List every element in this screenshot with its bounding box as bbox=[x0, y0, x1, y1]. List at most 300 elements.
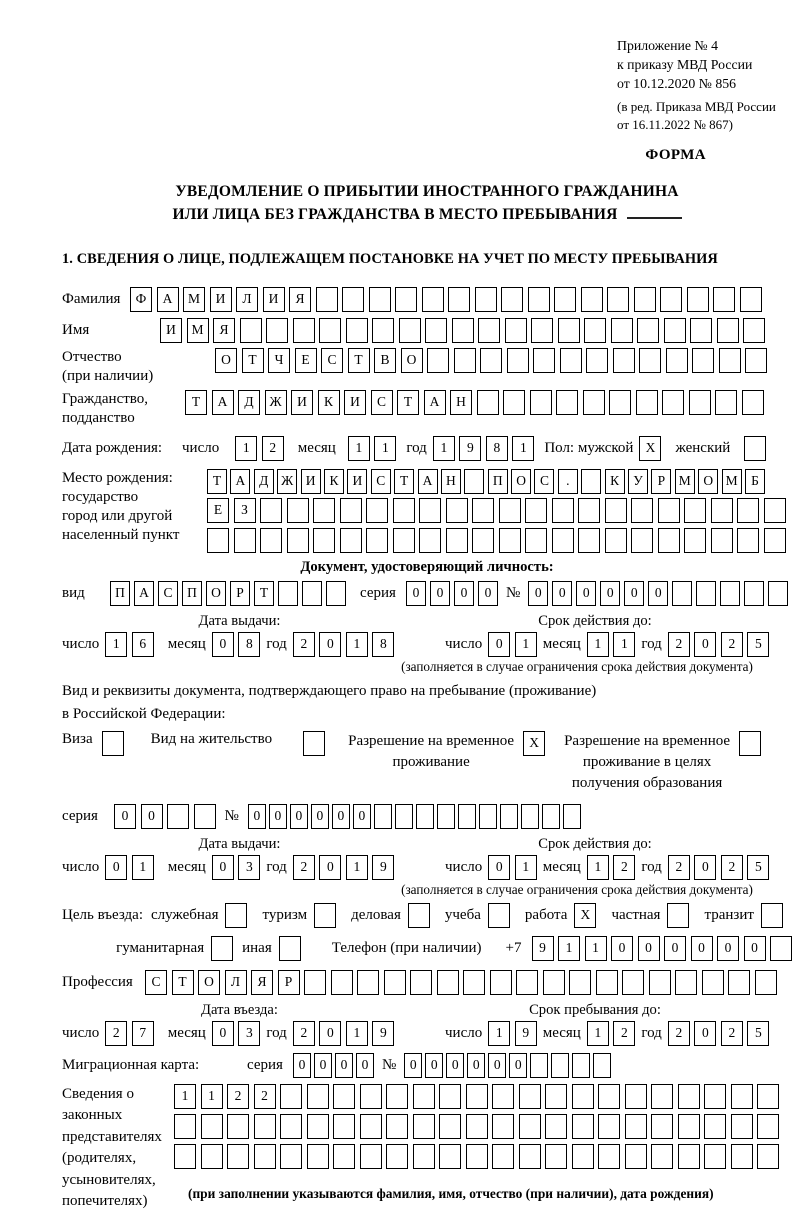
char-cell[interactable] bbox=[757, 1084, 779, 1109]
temp-residence-edu-checkbox[interactable] bbox=[739, 731, 761, 756]
char-cell[interactable] bbox=[503, 390, 525, 415]
char-cell[interactable]: И bbox=[347, 469, 367, 494]
char-cell[interactable]: Т bbox=[172, 970, 194, 995]
char-cell[interactable]: 3 bbox=[238, 855, 260, 880]
char-cell[interactable] bbox=[507, 348, 529, 373]
char-cell[interactable]: 0 bbox=[212, 855, 234, 880]
char-cell[interactable]: Д bbox=[238, 390, 260, 415]
char-cell[interactable] bbox=[572, 1084, 594, 1109]
male-checkbox[interactable]: X bbox=[639, 436, 661, 461]
char-cell[interactable]: 0 bbox=[332, 804, 350, 829]
char-cell[interactable] bbox=[519, 1114, 541, 1139]
char-cell[interactable] bbox=[287, 498, 309, 523]
char-cell[interactable]: 9 bbox=[532, 936, 554, 961]
char-cell[interactable] bbox=[613, 348, 635, 373]
char-cell[interactable] bbox=[572, 1114, 594, 1139]
char-cell[interactable] bbox=[622, 970, 644, 995]
char-cell[interactable] bbox=[499, 528, 521, 553]
char-cell[interactable]: 1 bbox=[587, 855, 609, 880]
char-cell[interactable] bbox=[556, 390, 578, 415]
char-cell[interactable] bbox=[280, 1144, 302, 1169]
char-cell[interactable] bbox=[631, 528, 653, 553]
char-cell[interactable]: 2 bbox=[105, 1021, 127, 1046]
char-cell[interactable] bbox=[764, 528, 786, 553]
char-cell[interactable] bbox=[446, 528, 468, 553]
char-cell[interactable] bbox=[207, 528, 229, 553]
char-cell[interactable]: 2 bbox=[613, 1021, 635, 1046]
char-cell[interactable] bbox=[410, 970, 432, 995]
char-cell[interactable]: 0 bbox=[694, 632, 716, 657]
char-cell[interactable] bbox=[475, 287, 497, 312]
char-cell[interactable] bbox=[366, 498, 388, 523]
char-cell[interactable] bbox=[696, 581, 716, 606]
char-cell[interactable]: 0 bbox=[454, 581, 474, 606]
char-cell[interactable] bbox=[304, 970, 326, 995]
char-cell[interactable]: М bbox=[722, 469, 742, 494]
char-cell[interactable] bbox=[266, 318, 288, 343]
char-cell[interactable] bbox=[501, 287, 523, 312]
char-cell[interactable]: 8 bbox=[238, 632, 260, 657]
char-cell[interactable]: 1 bbox=[587, 632, 609, 657]
char-cell[interactable] bbox=[531, 318, 553, 343]
char-cell[interactable]: Я bbox=[213, 318, 235, 343]
char-cell[interactable]: О bbox=[198, 970, 220, 995]
char-cell[interactable] bbox=[552, 528, 574, 553]
char-cell[interactable] bbox=[743, 318, 765, 343]
char-cell[interactable]: 1 bbox=[132, 855, 154, 880]
char-cell[interactable]: Т bbox=[185, 390, 207, 415]
private-checkbox[interactable] bbox=[667, 903, 689, 928]
char-cell[interactable] bbox=[519, 1084, 541, 1109]
char-cell[interactable]: 2 bbox=[293, 632, 315, 657]
char-cell[interactable] bbox=[254, 1114, 276, 1139]
char-cell[interactable]: М bbox=[183, 287, 205, 312]
char-cell[interactable] bbox=[384, 970, 406, 995]
char-cell[interactable]: 0 bbox=[212, 1021, 234, 1046]
char-cell[interactable]: Н bbox=[441, 469, 461, 494]
char-cell[interactable]: 2 bbox=[613, 855, 635, 880]
humanitarian-checkbox[interactable] bbox=[211, 936, 233, 961]
female-checkbox[interactable] bbox=[744, 436, 766, 461]
char-cell[interactable]: Т bbox=[394, 469, 414, 494]
visa-checkbox[interactable] bbox=[102, 731, 124, 756]
char-cell[interactable] bbox=[687, 287, 709, 312]
study-checkbox[interactable] bbox=[488, 903, 510, 928]
char-cell[interactable] bbox=[717, 318, 739, 343]
char-cell[interactable]: 1 bbox=[105, 632, 127, 657]
char-cell[interactable]: 0 bbox=[314, 1053, 332, 1078]
char-cell[interactable] bbox=[492, 1084, 514, 1109]
char-cell[interactable] bbox=[357, 970, 379, 995]
char-cell[interactable]: М bbox=[187, 318, 209, 343]
char-cell[interactable]: 1 bbox=[346, 1021, 368, 1046]
char-cell[interactable]: И bbox=[301, 469, 321, 494]
char-cell[interactable] bbox=[492, 1144, 514, 1169]
char-cell[interactable] bbox=[755, 970, 777, 995]
char-cell[interactable]: 0 bbox=[691, 936, 713, 961]
char-cell[interactable]: 0 bbox=[353, 804, 371, 829]
char-cell[interactable] bbox=[678, 1114, 700, 1139]
char-cell[interactable]: 0 bbox=[404, 1053, 422, 1078]
char-cell[interactable] bbox=[675, 970, 697, 995]
char-cell[interactable]: О bbox=[206, 581, 226, 606]
char-cell[interactable]: 0 bbox=[576, 581, 596, 606]
official-checkbox[interactable] bbox=[225, 903, 247, 928]
char-cell[interactable] bbox=[598, 1144, 620, 1169]
char-cell[interactable] bbox=[346, 318, 368, 343]
char-cell[interactable] bbox=[692, 348, 714, 373]
char-cell[interactable] bbox=[280, 1114, 302, 1139]
char-cell[interactable]: К bbox=[605, 469, 625, 494]
char-cell[interactable] bbox=[719, 348, 741, 373]
char-cell[interactable] bbox=[625, 1084, 647, 1109]
char-cell[interactable]: Т bbox=[254, 581, 274, 606]
char-cell[interactable]: 2 bbox=[668, 855, 690, 880]
char-cell[interactable]: 1 bbox=[433, 436, 455, 461]
char-cell[interactable] bbox=[439, 1114, 461, 1139]
char-cell[interactable] bbox=[578, 498, 600, 523]
char-cell[interactable]: 8 bbox=[372, 632, 394, 657]
char-cell[interactable] bbox=[563, 804, 581, 829]
char-cell[interactable]: 0 bbox=[319, 855, 341, 880]
char-cell[interactable]: Я bbox=[251, 970, 273, 995]
char-cell[interactable] bbox=[454, 348, 476, 373]
char-cell[interactable] bbox=[194, 804, 216, 829]
char-cell[interactable] bbox=[413, 1114, 435, 1139]
char-cell[interactable] bbox=[551, 1053, 569, 1078]
char-cell[interactable]: 0 bbox=[694, 1021, 716, 1046]
char-cell[interactable]: Я bbox=[289, 287, 311, 312]
char-cell[interactable] bbox=[770, 936, 792, 961]
char-cell[interactable] bbox=[463, 970, 485, 995]
char-cell[interactable]: 0 bbox=[467, 1053, 485, 1078]
char-cell[interactable] bbox=[386, 1084, 408, 1109]
char-cell[interactable] bbox=[639, 348, 661, 373]
char-cell[interactable]: 2 bbox=[668, 1021, 690, 1046]
char-cell[interactable] bbox=[558, 318, 580, 343]
char-cell[interactable]: С bbox=[371, 390, 393, 415]
char-cell[interactable] bbox=[478, 318, 500, 343]
char-cell[interactable] bbox=[689, 390, 711, 415]
char-cell[interactable] bbox=[742, 390, 764, 415]
char-cell[interactable] bbox=[307, 1114, 329, 1139]
char-cell[interactable] bbox=[572, 1053, 590, 1078]
char-cell[interactable] bbox=[413, 1084, 435, 1109]
char-cell[interactable] bbox=[278, 581, 298, 606]
char-cell[interactable] bbox=[607, 287, 629, 312]
char-cell[interactable] bbox=[525, 528, 547, 553]
char-cell[interactable] bbox=[757, 1114, 779, 1139]
char-cell[interactable] bbox=[174, 1144, 196, 1169]
char-cell[interactable] bbox=[584, 318, 606, 343]
char-cell[interactable] bbox=[530, 1053, 548, 1078]
char-cell[interactable]: 2 bbox=[254, 1084, 276, 1109]
char-cell[interactable] bbox=[581, 287, 603, 312]
char-cell[interactable]: 7 bbox=[132, 1021, 154, 1046]
char-cell[interactable] bbox=[516, 970, 538, 995]
char-cell[interactable] bbox=[583, 390, 605, 415]
char-cell[interactable]: 0 bbox=[694, 855, 716, 880]
char-cell[interactable] bbox=[360, 1114, 382, 1139]
char-cell[interactable] bbox=[416, 804, 434, 829]
char-cell[interactable] bbox=[658, 528, 680, 553]
char-cell[interactable]: 0 bbox=[356, 1053, 374, 1078]
char-cell[interactable] bbox=[234, 528, 256, 553]
char-cell[interactable] bbox=[227, 1114, 249, 1139]
char-cell[interactable] bbox=[280, 1084, 302, 1109]
char-cell[interactable]: 0 bbox=[293, 1053, 311, 1078]
char-cell[interactable]: О bbox=[698, 469, 718, 494]
char-cell[interactable] bbox=[542, 804, 560, 829]
char-cell[interactable] bbox=[492, 1114, 514, 1139]
char-cell[interactable] bbox=[500, 804, 518, 829]
char-cell[interactable] bbox=[660, 287, 682, 312]
char-cell[interactable]: 2 bbox=[227, 1084, 249, 1109]
char-cell[interactable] bbox=[477, 390, 499, 415]
char-cell[interactable]: О bbox=[511, 469, 531, 494]
char-cell[interactable] bbox=[490, 970, 512, 995]
char-cell[interactable]: 2 bbox=[721, 1021, 743, 1046]
char-cell[interactable] bbox=[499, 498, 521, 523]
char-cell[interactable]: З bbox=[234, 498, 256, 523]
char-cell[interactable] bbox=[611, 318, 633, 343]
char-cell[interactable]: 0 bbox=[114, 804, 136, 829]
char-cell[interactable] bbox=[521, 804, 539, 829]
char-cell[interactable]: П bbox=[488, 469, 508, 494]
char-cell[interactable]: Р bbox=[230, 581, 250, 606]
char-cell[interactable] bbox=[764, 498, 786, 523]
char-cell[interactable]: 0 bbox=[425, 1053, 443, 1078]
char-cell[interactable]: А bbox=[418, 469, 438, 494]
char-cell[interactable] bbox=[651, 1084, 673, 1109]
work-checkbox[interactable]: X bbox=[574, 903, 596, 928]
char-cell[interactable] bbox=[366, 528, 388, 553]
char-cell[interactable]: П bbox=[110, 581, 130, 606]
char-cell[interactable] bbox=[439, 1084, 461, 1109]
char-cell[interactable] bbox=[658, 498, 680, 523]
char-cell[interactable] bbox=[757, 1144, 779, 1169]
char-cell[interactable]: П bbox=[182, 581, 202, 606]
char-cell[interactable] bbox=[374, 804, 392, 829]
char-cell[interactable]: 0 bbox=[248, 804, 266, 829]
char-cell[interactable] bbox=[331, 970, 353, 995]
char-cell[interactable] bbox=[395, 287, 417, 312]
char-cell[interactable] bbox=[737, 498, 759, 523]
business-checkbox[interactable] bbox=[408, 903, 430, 928]
char-cell[interactable]: В bbox=[374, 348, 396, 373]
char-cell[interactable]: 0 bbox=[509, 1053, 527, 1078]
char-cell[interactable]: 0 bbox=[488, 632, 510, 657]
char-cell[interactable]: 2 bbox=[721, 855, 743, 880]
char-cell[interactable] bbox=[737, 528, 759, 553]
char-cell[interactable]: 1 bbox=[512, 436, 534, 461]
char-cell[interactable] bbox=[636, 390, 658, 415]
char-cell[interactable] bbox=[678, 1144, 700, 1169]
char-cell[interactable] bbox=[446, 498, 468, 523]
char-cell[interactable]: Д bbox=[254, 469, 274, 494]
char-cell[interactable]: Т bbox=[397, 390, 419, 415]
char-cell[interactable]: Е bbox=[207, 498, 229, 523]
char-cell[interactable] bbox=[413, 1144, 435, 1169]
char-cell[interactable] bbox=[260, 498, 282, 523]
char-cell[interactable]: С bbox=[371, 469, 391, 494]
char-cell[interactable] bbox=[651, 1144, 673, 1169]
char-cell[interactable]: 5 bbox=[747, 855, 769, 880]
char-cell[interactable] bbox=[369, 287, 391, 312]
char-cell[interactable] bbox=[452, 318, 474, 343]
char-cell[interactable]: 2 bbox=[668, 632, 690, 657]
char-cell[interactable]: 1 bbox=[585, 936, 607, 961]
char-cell[interactable] bbox=[340, 498, 362, 523]
char-cell[interactable] bbox=[201, 1114, 223, 1139]
char-cell[interactable] bbox=[174, 1114, 196, 1139]
char-cell[interactable]: С bbox=[321, 348, 343, 373]
char-cell[interactable] bbox=[316, 287, 338, 312]
char-cell[interactable] bbox=[586, 348, 608, 373]
char-cell[interactable]: 1 bbox=[174, 1084, 196, 1109]
char-cell[interactable] bbox=[664, 318, 686, 343]
char-cell[interactable] bbox=[479, 804, 497, 829]
char-cell[interactable]: 0 bbox=[290, 804, 308, 829]
char-cell[interactable] bbox=[598, 1084, 620, 1109]
char-cell[interactable]: 0 bbox=[311, 804, 329, 829]
char-cell[interactable] bbox=[425, 318, 447, 343]
char-cell[interactable] bbox=[581, 469, 601, 494]
char-cell[interactable]: 1 bbox=[374, 436, 396, 461]
char-cell[interactable] bbox=[472, 498, 494, 523]
char-cell[interactable] bbox=[360, 1084, 382, 1109]
char-cell[interactable] bbox=[419, 498, 441, 523]
char-cell[interactable] bbox=[439, 1144, 461, 1169]
char-cell[interactable] bbox=[715, 390, 737, 415]
char-cell[interactable]: 2 bbox=[293, 1021, 315, 1046]
char-cell[interactable]: 0 bbox=[406, 581, 426, 606]
char-cell[interactable]: 1 bbox=[515, 855, 537, 880]
char-cell[interactable]: Б bbox=[745, 469, 765, 494]
char-cell[interactable] bbox=[419, 528, 441, 553]
char-cell[interactable]: И bbox=[210, 287, 232, 312]
char-cell[interactable]: 0 bbox=[611, 936, 633, 961]
char-cell[interactable]: 1 bbox=[558, 936, 580, 961]
char-cell[interactable] bbox=[731, 1084, 753, 1109]
char-cell[interactable]: Р bbox=[278, 970, 300, 995]
char-cell[interactable] bbox=[227, 1144, 249, 1169]
char-cell[interactable]: С bbox=[158, 581, 178, 606]
char-cell[interactable]: У bbox=[628, 469, 648, 494]
char-cell[interactable]: Ж bbox=[277, 469, 297, 494]
char-cell[interactable] bbox=[704, 1114, 726, 1139]
char-cell[interactable]: 0 bbox=[269, 804, 287, 829]
char-cell[interactable]: К bbox=[318, 390, 340, 415]
char-cell[interactable] bbox=[605, 498, 627, 523]
temp-residence-checkbox[interactable]: X bbox=[523, 731, 545, 756]
char-cell[interactable] bbox=[593, 1053, 611, 1078]
other-checkbox[interactable] bbox=[279, 936, 301, 961]
residence-permit-checkbox[interactable] bbox=[303, 731, 325, 756]
char-cell[interactable] bbox=[472, 528, 494, 553]
char-cell[interactable]: 2 bbox=[293, 855, 315, 880]
char-cell[interactable]: А bbox=[424, 390, 446, 415]
char-cell[interactable] bbox=[313, 498, 335, 523]
char-cell[interactable] bbox=[666, 348, 688, 373]
char-cell[interactable] bbox=[333, 1144, 355, 1169]
char-cell[interactable] bbox=[578, 528, 600, 553]
char-cell[interactable]: 3 bbox=[238, 1021, 260, 1046]
char-cell[interactable] bbox=[340, 528, 362, 553]
char-cell[interactable] bbox=[545, 1084, 567, 1109]
char-cell[interactable] bbox=[458, 804, 476, 829]
char-cell[interactable]: Е bbox=[295, 348, 317, 373]
char-cell[interactable]: И bbox=[263, 287, 285, 312]
char-cell[interactable]: 0 bbox=[105, 855, 127, 880]
char-cell[interactable]: А bbox=[157, 287, 179, 312]
char-cell[interactable]: 0 bbox=[648, 581, 668, 606]
char-cell[interactable]: 0 bbox=[638, 936, 660, 961]
char-cell[interactable]: 0 bbox=[744, 936, 766, 961]
char-cell[interactable] bbox=[637, 318, 659, 343]
char-cell[interactable]: О bbox=[215, 348, 237, 373]
char-cell[interactable]: Ф bbox=[130, 287, 152, 312]
char-cell[interactable] bbox=[704, 1084, 726, 1109]
char-cell[interactable]: 1 bbox=[587, 1021, 609, 1046]
char-cell[interactable] bbox=[201, 1144, 223, 1169]
char-cell[interactable] bbox=[598, 1114, 620, 1139]
char-cell[interactable]: 0 bbox=[717, 936, 739, 961]
char-cell[interactable] bbox=[702, 970, 724, 995]
char-cell[interactable] bbox=[560, 348, 582, 373]
char-cell[interactable]: Т bbox=[348, 348, 370, 373]
char-cell[interactable]: 1 bbox=[613, 632, 635, 657]
char-cell[interactable] bbox=[545, 1144, 567, 1169]
char-cell[interactable]: 5 bbox=[747, 632, 769, 657]
char-cell[interactable]: 2 bbox=[262, 436, 284, 461]
char-cell[interactable]: 1 bbox=[346, 855, 368, 880]
char-cell[interactable] bbox=[711, 498, 733, 523]
char-cell[interactable]: Л bbox=[236, 287, 258, 312]
char-cell[interactable] bbox=[625, 1114, 647, 1139]
char-cell[interactable] bbox=[386, 1144, 408, 1169]
char-cell[interactable] bbox=[728, 970, 750, 995]
char-cell[interactable]: 9 bbox=[459, 436, 481, 461]
char-cell[interactable]: 0 bbox=[335, 1053, 353, 1078]
char-cell[interactable] bbox=[360, 1144, 382, 1169]
char-cell[interactable]: Ж bbox=[265, 390, 287, 415]
char-cell[interactable]: 0 bbox=[488, 855, 510, 880]
char-cell[interactable] bbox=[399, 318, 421, 343]
char-cell[interactable] bbox=[307, 1144, 329, 1169]
char-cell[interactable] bbox=[326, 581, 346, 606]
char-cell[interactable] bbox=[744, 581, 764, 606]
char-cell[interactable] bbox=[649, 970, 671, 995]
char-cell[interactable] bbox=[393, 528, 415, 553]
char-cell[interactable]: 0 bbox=[488, 1053, 506, 1078]
char-cell[interactable]: А bbox=[230, 469, 250, 494]
char-cell[interactable] bbox=[554, 287, 576, 312]
char-cell[interactable]: 0 bbox=[446, 1053, 464, 1078]
char-cell[interactable] bbox=[437, 970, 459, 995]
char-cell[interactable]: Ч bbox=[268, 348, 290, 373]
char-cell[interactable]: Р bbox=[651, 469, 671, 494]
char-cell[interactable] bbox=[302, 581, 322, 606]
char-cell[interactable] bbox=[625, 1144, 647, 1169]
char-cell[interactable] bbox=[319, 318, 341, 343]
char-cell[interactable]: 1 bbox=[348, 436, 370, 461]
char-cell[interactable] bbox=[167, 804, 189, 829]
char-cell[interactable]: 8 bbox=[486, 436, 508, 461]
char-cell[interactable]: А bbox=[134, 581, 154, 606]
char-cell[interactable] bbox=[422, 287, 444, 312]
char-cell[interactable] bbox=[720, 581, 740, 606]
